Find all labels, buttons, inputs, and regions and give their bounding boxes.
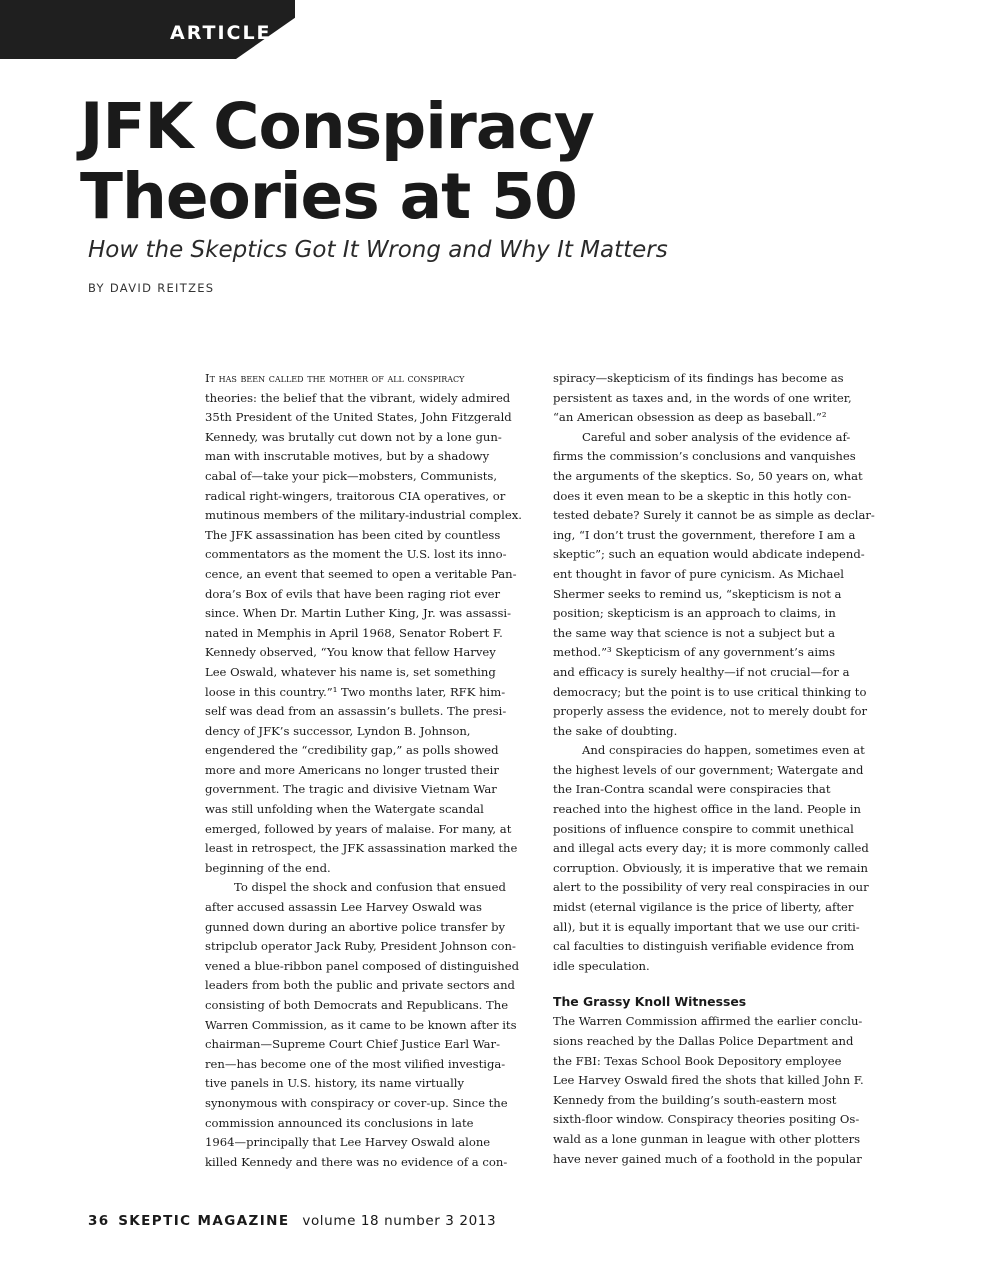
text-line: reached into the highest office in the land. People in [553, 802, 861, 817]
issue-info: volume 18 number 3 2013 [302, 1213, 497, 1229]
text-line: sixth-floor window. Conspiracy theories positing Os- [553, 1112, 860, 1127]
text-line: ing, “I don’t trust the government, therefore I am a [553, 527, 856, 542]
text-line: dora’s Box of evils that have been raging riot ever [205, 586, 501, 601]
paragraph [553, 369, 885, 428]
text-line: position; skepticism is an approach to claims, in [553, 606, 836, 621]
text-line: Careful and sober analysis of the evidence af- [582, 429, 851, 444]
text-line: vened a blue-ribbon panel composed of distinguished [205, 958, 520, 973]
text-line: government. The tragic and divisive Vietnam War [205, 782, 497, 797]
text-line: killed Kennedy and there was no evidence of a con- [205, 1154, 508, 1169]
text-line: cabal of—take your pick—mobsters, Communists, [205, 468, 498, 483]
article-title-line-2: Theories at 50 [80, 160, 577, 233]
text-line: “an American obsession as deep as baseball.”² [553, 410, 827, 425]
text-line: spiracy—skepticism of its findings has become as [553, 371, 844, 385]
text-line: ren—has become one of the most vilified investiga- [205, 1056, 506, 1071]
magazine-name: SKEPTIC MAGAZINE [118, 1213, 290, 1229]
text-line: midst (eternal vigilance is the price of liberty, after [553, 900, 854, 915]
text-line: least in retrospect, the JFK assassination marked the [205, 841, 518, 856]
text-line: consisting of both Democrats and Republicans. The [205, 998, 509, 1012]
text-line: persistent as taxes and, in the words of one writer, [553, 390, 852, 405]
text-line: gunned down during an abortive police transfer by [205, 919, 506, 934]
text-line: and efficacy is surely healthy—if not crucial—for a [553, 664, 850, 679]
text-line: stripclub operator Jack Ruby, President Johnson con- [205, 939, 516, 954]
section-heading: The Grassy Knoll Witnesses [553, 994, 747, 1010]
byline: BY DAVID REITZES [88, 281, 215, 295]
text-line: self was dead from an assassin’s bullets. The presi- [205, 704, 507, 719]
text-line: radical right-wingers, traitorous CIA operatives, or [205, 488, 506, 503]
text-line: the highest levels of our government; Watergate and [553, 762, 864, 777]
text-line: skeptic”; such an equation would abdicate independ- [553, 547, 865, 562]
text-line: leaders from both the public and private sectors and [205, 978, 515, 993]
text-line: cence, an event that seemed to open a veritable Pan- [205, 566, 517, 581]
text-line: man with inscrutable motives, but by a shadowy [205, 449, 490, 464]
text-line: sions reached by the Dallas Police Department and [553, 1034, 854, 1048]
text-line: idle speculation. [553, 958, 650, 973]
section-label: ARTICLE [170, 22, 272, 44]
text-line: Shermer seeks to remind us, “skepticism is not a [553, 586, 842, 601]
paragraph [553, 1012, 885, 1169]
text-line: was still unfolding when the Watergate scandal [205, 802, 484, 817]
text-line: chairman—Supreme Court Chief Justice Earl War- [205, 1037, 501, 1052]
text-line: beginning of the end. [205, 860, 331, 875]
text-line: 1964—principally that Lee Harvey Oswald alone [205, 1135, 491, 1150]
paragraph [205, 878, 537, 1172]
text-line: the FBI: Texas School Book Depository employee [553, 1053, 842, 1068]
article-title-line-1: JFK Conspiracy [80, 90, 594, 163]
text-column-right [553, 369, 885, 1169]
text-line: after accused assassin Lee Harvey Oswald was [205, 900, 482, 915]
text-line: ent thought in favor of pure cynicism. As Michael [553, 566, 844, 581]
text-line: Kennedy, was brutally cut down not by a lone gun- [205, 429, 502, 444]
text-line: alert to the possibility of very real conspiracies in our [553, 880, 869, 895]
paragraph [205, 369, 537, 878]
article-title [80, 92, 594, 232]
text-line: loose in this country.”¹ Two months later, RFK him- [205, 684, 506, 699]
lead-in: It has been called the mother of all conspiracy [205, 371, 465, 385]
text-line: the arguments of the skeptics. So, 50 years on, what [553, 468, 863, 483]
text-line: synonymous with conspiracy or cover-up. Since the [205, 1095, 508, 1110]
text-line: mutinous members of the military-industrial complex. [205, 508, 522, 523]
text-line: The Warren Commission affirmed the earlier conclu- [553, 1014, 863, 1029]
article-subtitle: How the Skeptics Got It Wrong and Why It Matters [88, 237, 668, 263]
text-line: cal faculties to distinguish verifiable evidence from [553, 939, 855, 954]
text-line: the Iran-Contra scandal were conspiracies that [553, 782, 831, 797]
text-line: 35th President of the United States, John Fitzgerald [205, 410, 512, 425]
text-line: and illegal acts every day; it is more commonly called [553, 841, 869, 856]
text-line: since. When Dr. Martin Luther King, Jr. was assassi- [205, 606, 512, 621]
text-line: The JFK assassination has been cited by countless [205, 527, 501, 542]
text-line: wald as a lone gunman in league with other plotters [553, 1131, 861, 1146]
paragraph [553, 741, 885, 976]
text-line: more and more Americans no longer trusted their [205, 762, 499, 777]
paragraph [553, 428, 885, 742]
text-line: positions of influence conspire to commit unethical [553, 821, 854, 836]
text-line: Lee Harvey Oswald fired the shots that killed John F. [553, 1073, 864, 1088]
text-line: the sake of doubting. [553, 723, 678, 738]
text-line: Warren Commission, as it came to be known after its [205, 1017, 517, 1032]
text-line: corruption. Obviously, it is imperative that we remain [553, 860, 868, 875]
text-line: commentators as the moment the U.S. lost its inno- [205, 547, 507, 562]
text-line: properly assess the evidence, not to merely doubt for [553, 704, 867, 719]
page-footer [88, 1212, 496, 1230]
text-line: Kennedy observed, “You know that fellow Harvey [205, 645, 496, 660]
text-line: engendered the “credibility gap,” as polls showed [205, 743, 499, 758]
text-line: the same way that science is not a subject but a [553, 625, 836, 640]
text-line: tive panels in U.S. history, its name virtually [205, 1076, 465, 1091]
text-line [205, 369, 537, 389]
text-line: democracy; but the point is to use critical thinking to [553, 684, 867, 699]
text-line: have never gained much of a foothold in the popular [553, 1151, 862, 1166]
text-line: theories: the belief that the vibrant, widely admired [205, 390, 511, 405]
text-line: To dispel the shock and confusion that ensued [234, 880, 506, 895]
text-line: emerged, followed by years of malaise. For many, at [205, 821, 512, 836]
page-number: 36 [88, 1213, 110, 1229]
text-line: dency of JFK’s successor, Lyndon B. Johnson, [205, 723, 471, 738]
text-line: tested debate? Surely it cannot be as simple as declar- [553, 508, 875, 523]
text-column-left [205, 369, 537, 1172]
text-line: Kennedy from the building’s south-eastern most [553, 1092, 837, 1107]
text-line: all), but it is equally important that we use our criti- [553, 919, 860, 934]
text-line: does it even mean to be a skeptic in this hotly con- [553, 488, 852, 503]
text-line: firms the commission’s conclusions and vanquishes [553, 449, 856, 464]
text-line: Lee Oswald, whatever his name is, set something [205, 664, 496, 679]
text-line: nated in Memphis in April 1968, Senator Robert F. [205, 625, 503, 640]
text-line: And conspiracies do happen, sometimes even at [582, 743, 865, 758]
text-line: commission announced its conclusions in late [205, 1115, 474, 1130]
text-line: method.”³ Skepticism of any government’s aims [553, 645, 836, 660]
